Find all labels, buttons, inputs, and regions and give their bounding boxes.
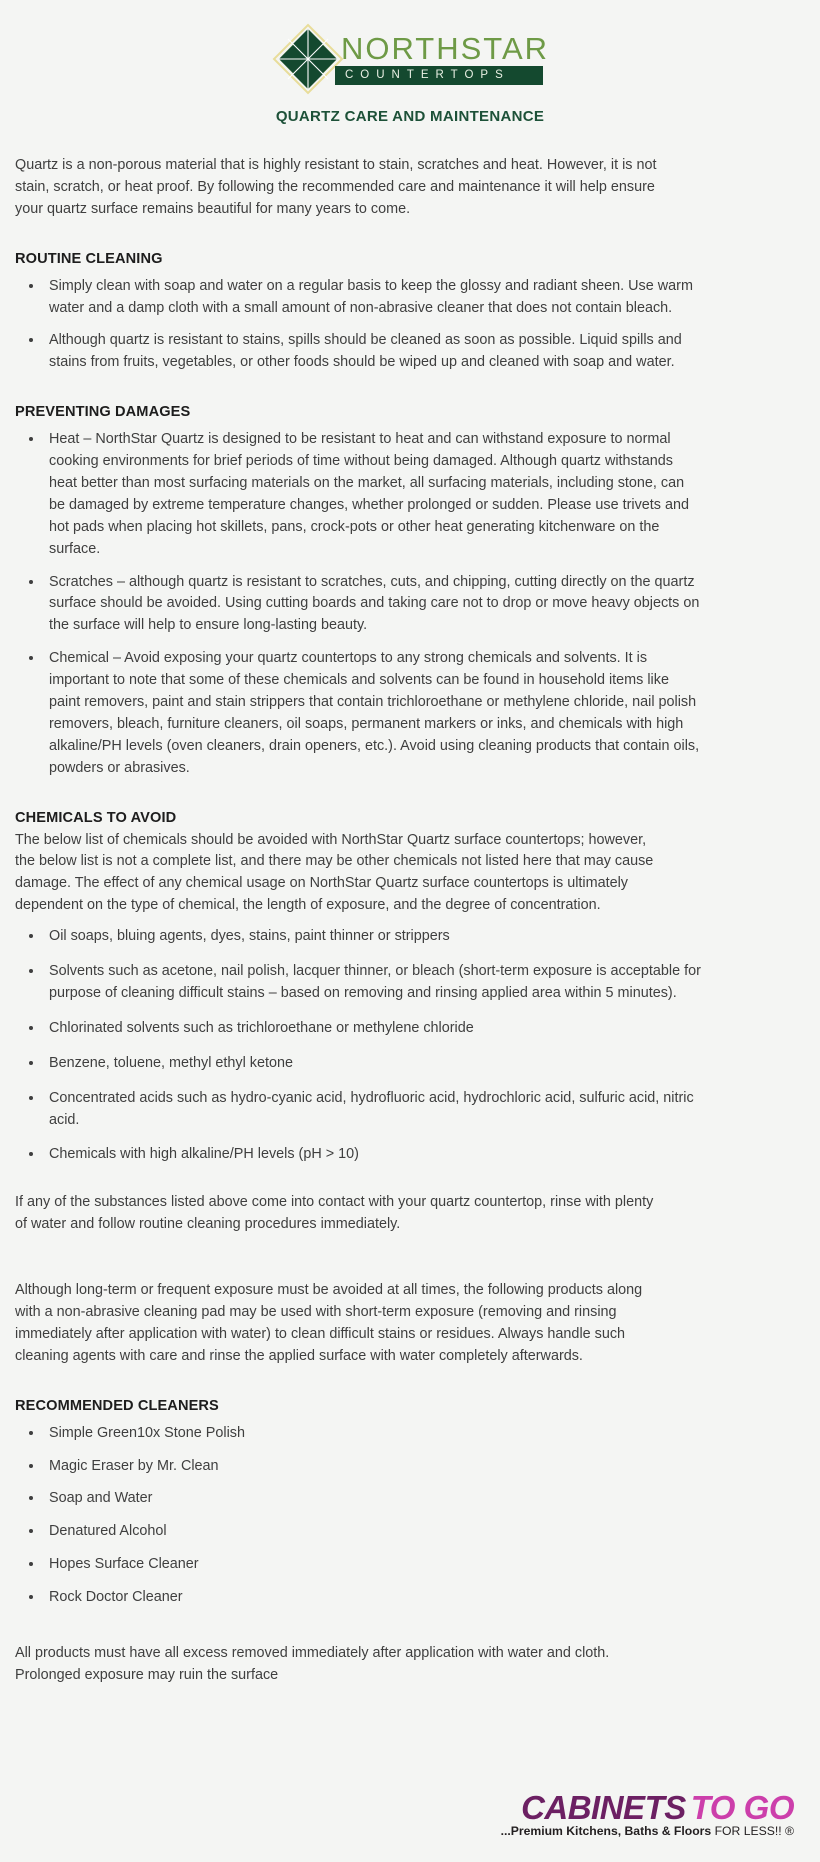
northstar-logo-bottom-text: COUNTERTOPS bbox=[344, 68, 510, 81]
list-item: Magic Eraser by Mr. Clean bbox=[15, 1456, 701, 1478]
list-preventing-damages bbox=[15, 429, 805, 779]
closing-paragraph: All products must have all excess removed immediately after application with water and cloth. Prolonged exposure may ruin the surface bbox=[15, 1644, 610, 1683]
chemicals-note-paragraph: If any of the substances listed above come into contact with your quartz countertop, rinse with plenty of water and follow routine cleaning procedures immediately. bbox=[15, 1194, 654, 1233]
intro-paragraph: Quartz is a non-porous material that is highly resistant to stain, scratches and heat. However, it is not stain, scratch, or heat proof. By following the recommended care and maintenance it will help ensure your quartz surface remains beautiful for many years to come. bbox=[15, 157, 657, 217]
tagline-normal-text: FOR LESS!! ® bbox=[714, 1824, 794, 1838]
list-item: Heat – NorthStar Quartz is designed to be resistant to heat and can withstand exposure to normal cooking environments for brief periods of time without being damaged. Although quartz withstands heat better than most surfacing materials on the market, all surfacing materials, including stone, can be damaged by extreme temperature changes, whether prolonged or sudden. Please use trivets and hot pads when placing hot skillets, pans, crock-pots or other heat generating kitchenware on the surface. bbox=[15, 429, 701, 560]
list-item: Scratches – although quartz is resistant to scratches, cuts, and chipping, cutting directly on the quartz surface should be avoided. Using cutting boards and taking care not to drop or move heavy objects on the surface will help to ensure long-lasting beauty. bbox=[15, 572, 701, 638]
page-title: QUARTZ CARE AND MAINTENANCE bbox=[275, 108, 545, 125]
list-item: Although quartz is resistant to stains, spills should be cleaned as soon as possible. Liquid spills and stains from fruits, vegetables, or other foods should be wiped up and cleaned with soap and water. bbox=[15, 330, 701, 374]
list-item: Chemical – Avoid exposing your quartz countertops to any strong chemicals and solvents. It is important to note that some of these chemicals and solvents can be found in household items like paint removers, paint and stain strippers that contain trichloroethane or methylene chloride, nail polish removers, bleach, furniture cleaners, oil soaps, permanent markers or inks, and chemicals with high alkaline/PH levels (oven cleaners, drain openers, etc.). Avoid using cleaning products that contain oils, powders or abrasives. bbox=[15, 648, 701, 779]
northstar-diamond-icon bbox=[271, 22, 345, 96]
heading-routine-cleaning: ROUTINE CLEANING bbox=[15, 250, 163, 267]
list-item: Simply clean with soap and water on a regular basis to keep the glossy and radiant sheen. Use warm water and a damp cloth with a small amount of non-abrasive cleaner that does not contain bleach. bbox=[15, 276, 701, 320]
cabinets-text: CABINETS bbox=[521, 1789, 686, 1826]
short-term-exposure-paragraph: Although long-term or frequent exposure must be avoided at all times, the following products along with a non-abrasive cleaning pad may be used with short-term exposure (removing and rinsing immediately after application with water) to clean difficult stains or residues. Always handle such cleaning agents with care and rinse the applied surface with water completely afterwards. bbox=[15, 1282, 643, 1364]
chemicals-intro-paragraph: The below list of chemicals should be avoided with NorthStar Quartz surface countertops; however, the below list is not a complete list, and there may be other chemicals not listed here that may cause damage. The effect of any chemical usage on NorthStar Quartz surface countertops is ultimately dependent on the type of chemical, the length of exposure, and the degree of concentration. bbox=[15, 831, 654, 914]
document-content bbox=[12, 155, 808, 1687]
list-item: Oil soaps, bluing agents, dyes, stains, paint thinner or strippers bbox=[15, 926, 701, 948]
list-recommended-cleaners bbox=[15, 1423, 805, 1609]
cabinets-to-go-wordmark bbox=[501, 1791, 794, 1824]
list-routine-cleaning bbox=[15, 276, 805, 375]
footer-logo-block bbox=[501, 1791, 794, 1840]
northstar-logo bbox=[271, 28, 549, 90]
list-item: Chemicals with high alkaline/PH levels (pH > 10) bbox=[15, 1144, 701, 1166]
list-item: Denatured Alcohol bbox=[15, 1521, 701, 1543]
list-item: Benzene, toluene, methyl ethyl ketone bbox=[15, 1053, 701, 1075]
list-item: Simple Green10x Stone Polish bbox=[15, 1423, 701, 1445]
cabinets-to-go-tagline bbox=[501, 1825, 794, 1837]
list-item: Soap and Water bbox=[15, 1488, 701, 1510]
northstar-logo-wordmark bbox=[340, 30, 550, 86]
list-item: Rock Doctor Cleaner bbox=[15, 1587, 701, 1609]
list-chemicals-to-avoid bbox=[15, 926, 805, 1166]
cabinets-to-go-logo bbox=[501, 1791, 794, 1837]
list-item: Concentrated acids such as hydro-cyanic acid, hydrofluoric acid, hydrochloric acid, sulfuric acid, nitric acid. bbox=[15, 1088, 701, 1132]
northstar-logo-bar bbox=[335, 66, 543, 86]
list-item: Solvents such as acetone, nail polish, lacquer thinner, or bleach (short-term exposure is acceptable for purpose of cleaning difficult stains – based on removing and rinsing applied area within 5 minutes). bbox=[15, 961, 701, 1005]
northstar-logo-block bbox=[12, 0, 808, 90]
heading-preventing-damages: PREVENTING DAMAGES bbox=[15, 404, 191, 421]
to-go-text: TO GO bbox=[690, 1789, 794, 1826]
northstar-logo-top-text: NORTHSTAR bbox=[340, 30, 550, 66]
heading-recommended-cleaners: RECOMMENDED CLEANERS bbox=[15, 1397, 219, 1414]
tagline-bold-text: ...Premium Kitchens, Baths & Floors bbox=[500, 1824, 712, 1838]
list-item: Chlorinated solvents such as trichloroethane or methylene chloride bbox=[15, 1018, 701, 1040]
list-item: Hopes Surface Cleaner bbox=[15, 1554, 701, 1576]
heading-chemicals-to-avoid: CHEMICALS TO AVOID bbox=[15, 809, 177, 826]
